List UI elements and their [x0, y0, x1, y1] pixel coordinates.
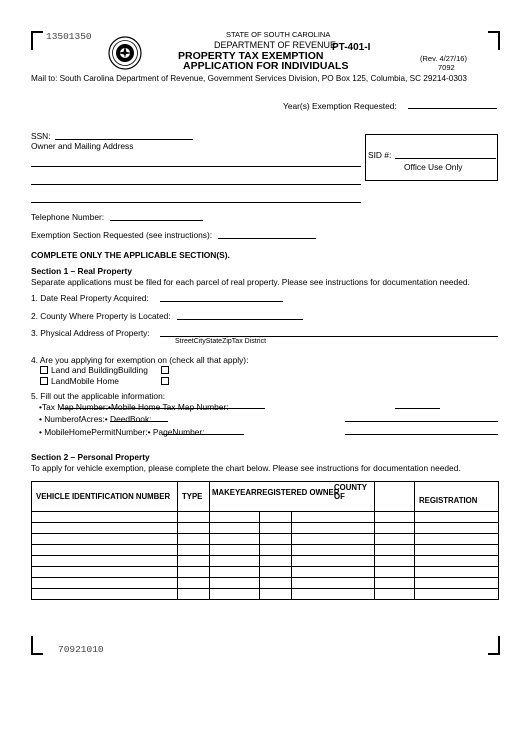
table-row[interactable]	[32, 567, 499, 578]
col-type-header: TYPE	[178, 482, 210, 512]
state-seal-logo	[108, 36, 142, 72]
col-registration-header: REGISTRATION	[415, 482, 499, 512]
checkbox-building[interactable]	[161, 366, 169, 374]
permit-number-field[interactable]	[162, 434, 244, 435]
form-id: PT-401-I	[332, 42, 371, 53]
q2-county-label: 2. County Where Property is Located:	[31, 311, 171, 321]
owner-address-label: Owner and Mailing Address	[31, 141, 134, 151]
checkbox-land-2[interactable]	[40, 377, 48, 385]
telephone-field[interactable]	[110, 220, 203, 221]
col-blank-header	[375, 482, 415, 512]
exemption-section-field[interactable]	[218, 238, 316, 239]
table-row[interactable]	[32, 589, 499, 600]
form-title-line1: PROPERTY TAX EXEMPTION	[178, 50, 324, 62]
q5-fill-out-label: 5. Fill out the applicable information:	[31, 391, 166, 401]
table-row[interactable]	[32, 545, 499, 556]
section2-note: To apply for vehicle exemption, please complete the chart below. Please see instructions for documentation needed.	[31, 463, 461, 473]
mail-to-address: Mail to: South Carolina Department of Revenue, Government Services Division, PO Box 125, Columbia, SC 29214-0303	[31, 74, 467, 83]
table-row[interactable]	[32, 523, 499, 534]
corner-mark-bottom-left	[31, 636, 43, 655]
table-row[interactable]	[32, 512, 499, 523]
form-number-bottom: 70921010	[58, 644, 104, 655]
table-row[interactable]	[32, 578, 499, 589]
owner-address-line-3[interactable]	[31, 202, 361, 203]
header-department: DEPARTMENT OF REVENUE	[214, 40, 337, 50]
checkbox-land[interactable]	[40, 366, 48, 374]
office-use-box	[365, 134, 498, 181]
telephone-label: Telephone Number:	[31, 212, 105, 222]
vehicle-table	[31, 481, 499, 600]
physical-address-field[interactable]	[160, 336, 498, 337]
q3-physical-address-label: 3. Physical Address of Property:	[31, 328, 150, 338]
acres-field[interactable]	[110, 421, 168, 422]
section1-note: Separate applications must be filed for each parcel of real property. Please see instructions for documentation needed.	[31, 277, 470, 287]
option-land-building-label: Land and BuildingBuilding	[51, 365, 148, 375]
ssn-label: SSN:	[31, 131, 51, 141]
col-vin-header: VEHICLE IDENTIFICATION NUMBER	[32, 482, 178, 512]
corner-mark-top-right	[488, 31, 500, 50]
page-number-field[interactable]	[345, 434, 498, 435]
section2-title: Section 2 – Personal Property	[31, 452, 150, 462]
form-title-line2: APPLICATION FOR INDIVIDUALS	[183, 60, 349, 72]
tax-map-label: •Tax Map Number:•Mobile Home Tax Map Number:	[39, 402, 229, 412]
option-land-building[interactable]	[40, 365, 148, 375]
ssn-field[interactable]	[55, 139, 193, 140]
header-state: STATE OF SOUTH CAROLINA	[226, 30, 331, 39]
corner-mark-top-left	[31, 31, 43, 50]
permit-page-label: • MobileHomePermitNumber:• PageNumber:	[39, 427, 205, 437]
sid-label: SID #:	[368, 150, 392, 160]
owner-address-line-2[interactable]	[31, 184, 361, 185]
section1-title: Section 1 – Real Property	[31, 266, 133, 276]
corner-mark-bottom-right	[488, 636, 500, 655]
office-use-label: Office Use Only	[404, 162, 463, 172]
deed-book-field[interactable]	[345, 421, 498, 422]
q4-exemption-on-label: 4. Are you applying for exemption on (check all that apply):	[31, 355, 249, 365]
q1-date-acquired-label: 1. Date Real Property Acquired:	[31, 293, 149, 303]
county-field[interactable]	[177, 319, 303, 320]
vehicle-table-header	[32, 482, 499, 512]
col-make-year-owner-header	[210, 482, 375, 512]
table-row[interactable]	[32, 534, 499, 545]
col-make-year-owner-label: MAKEYEARREGISTERED OWNER	[212, 488, 340, 497]
col-county-of-label: COUNTY OF	[334, 483, 367, 501]
exemption-section-label: Exemption Section Requested (see instructions):	[31, 230, 213, 240]
tax-map-field[interactable]	[60, 408, 265, 409]
checkbox-mobile-home[interactable]	[161, 377, 169, 385]
complete-only-heading: COMPLETE ONLY THE APPLICABLE SECTION(S).	[31, 250, 230, 260]
table-row[interactable]	[32, 556, 499, 567]
acres-deed-book-label: • NumberofAcres:• DeedBook:	[39, 414, 152, 424]
date-acquired-field[interactable]	[160, 301, 283, 302]
form-number-top: 13501350	[46, 31, 92, 42]
mobile-home-tax-map-field[interactable]	[395, 408, 440, 409]
form-code: 7092	[438, 63, 455, 72]
option-land-mobile-home[interactable]	[40, 376, 119, 386]
sid-field[interactable]	[395, 158, 496, 159]
option-land-mobile-home-label: LandMobile Home	[51, 376, 119, 386]
years-label: Year(s) Exemption Requested:	[283, 101, 397, 111]
years-field[interactable]	[408, 108, 497, 109]
owner-address-line-1[interactable]	[31, 166, 361, 167]
address-subfields-caption: StreetCityStateZipTax District	[175, 338, 267, 345]
revision-date: (Rev. 4/27/16)	[420, 54, 467, 63]
